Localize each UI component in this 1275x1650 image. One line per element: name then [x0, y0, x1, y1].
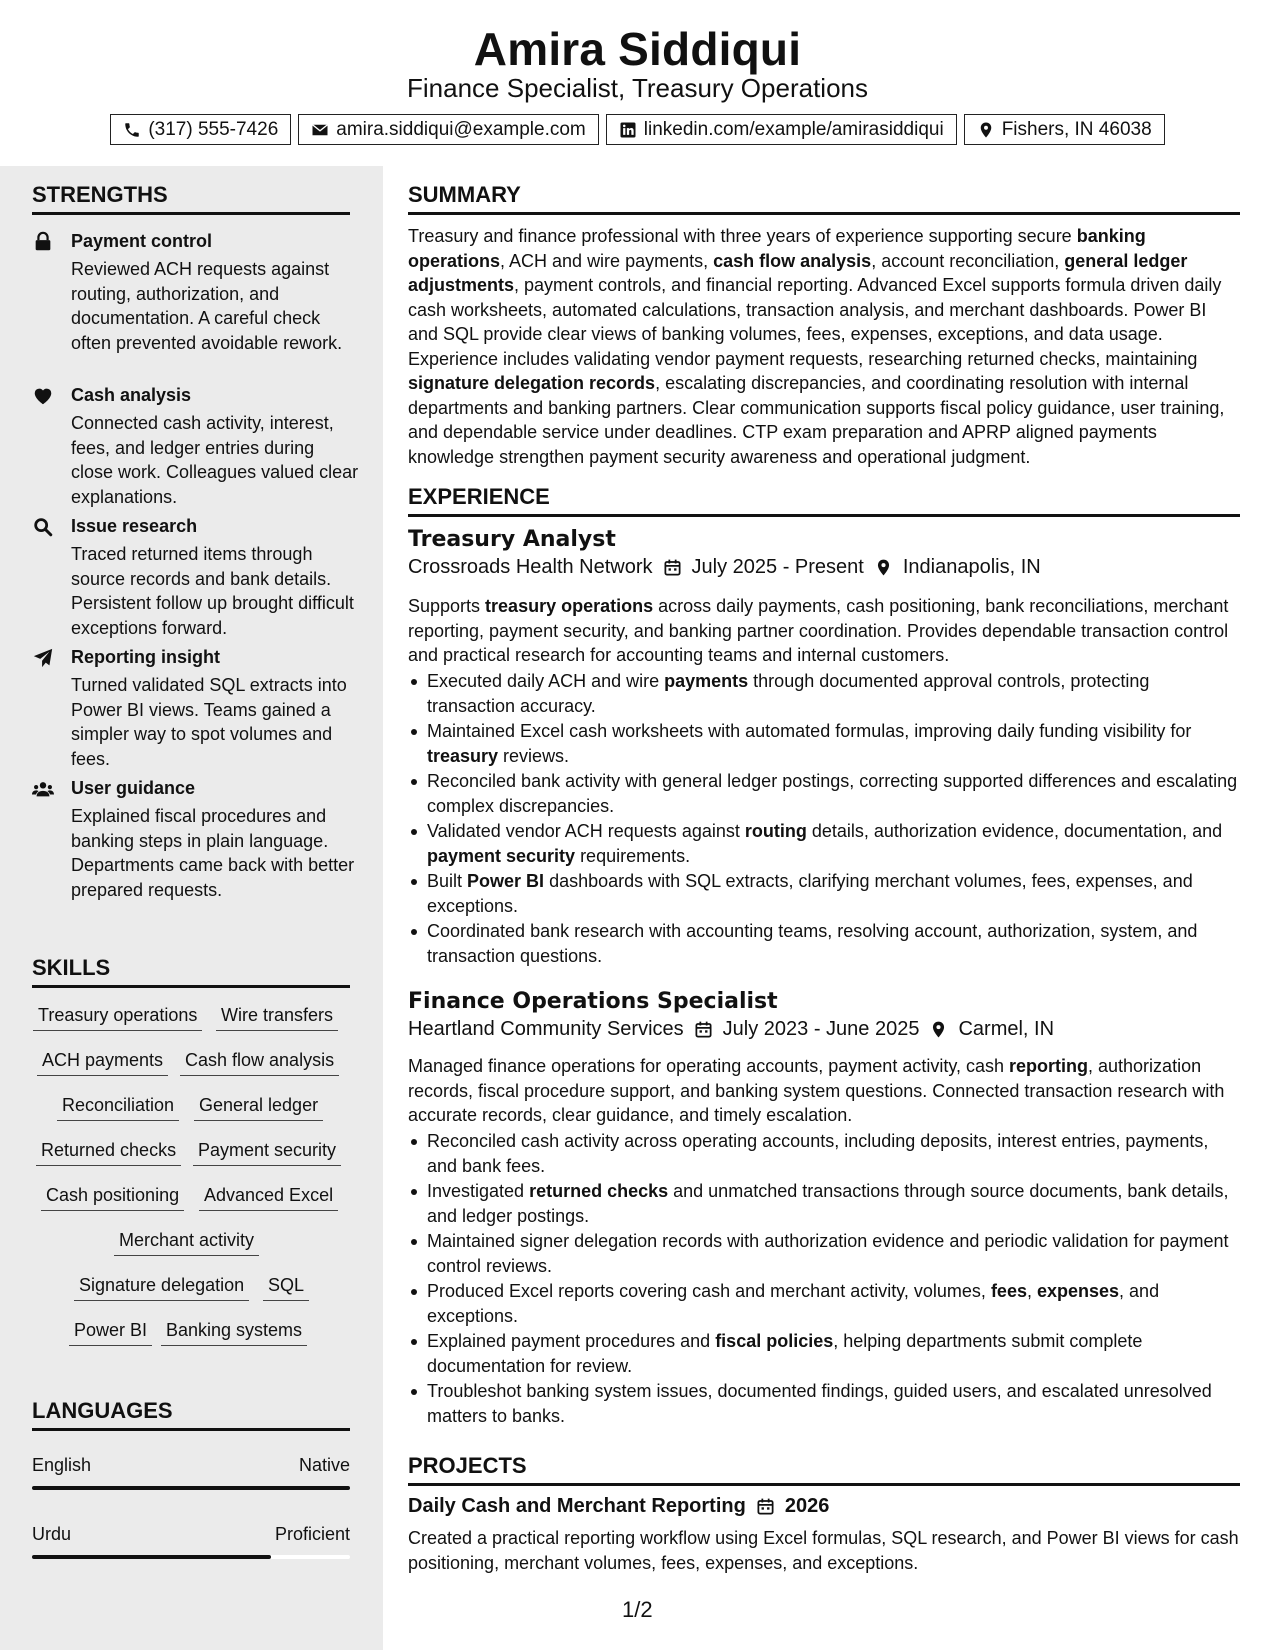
skill-tag: Wire transfers — [216, 1005, 338, 1031]
bold-run: payments — [664, 671, 749, 691]
language-bar-fill — [32, 1555, 271, 1559]
text-run: Reconciled cash activity across operating accounts, including deposits, interest entries, payments, and bank fees. — [427, 1131, 1209, 1176]
skill-tag: ACH payments — [37, 1050, 168, 1076]
candidate-role: Finance Specialist, Treasury Operations — [407, 73, 868, 103]
project-header — [408, 1495, 829, 1518]
bullet-item — [408, 669, 1240, 718]
text-run: , ACH and wire payments, — [500, 250, 714, 271]
bullet-item — [408, 1179, 1240, 1228]
bullet-item — [408, 1279, 1240, 1328]
skill-tag: Advanced Excel — [199, 1185, 338, 1211]
contact-phone-text: (317) 555-7426 — [148, 118, 279, 140]
linkedin-icon — [619, 121, 637, 139]
job-summary — [408, 1054, 1240, 1128]
text-run: Troubleshot banking system issues, documented findings, guided users, and escalated unresolved matters to banks. — [427, 1381, 1212, 1426]
text-run: Supports — [408, 596, 486, 616]
text-run: dashboards with SQL extracts, clarifying merchant volumes, fees, expenses, and exceptions. — [427, 871, 1193, 916]
text-run: reviews. — [498, 745, 570, 766]
bold-run: treasury operations — [485, 596, 654, 616]
skill-tag: Signature delegation — [74, 1275, 249, 1301]
contact-email-text: amira.siddiqui@example.com — [336, 118, 586, 140]
job-company: Heartland Community Services — [408, 1018, 684, 1040]
calendar-icon — [663, 558, 682, 577]
projects-heading: PROJECTS — [408, 1453, 1240, 1486]
language-name: English — [32, 1455, 92, 1475]
heart-icon — [32, 385, 54, 407]
bold-run: banking operations — [408, 226, 1146, 271]
text-run: across daily payments, cash positioning, bank reconciliations, merchant reporting, payment security, and banking partner coordination. Provides dependable transaction control and practical research for accounting teams and internal customers. — [408, 596, 1229, 665]
bold-run: routing — [744, 821, 807, 841]
bold-run: Power BI — [467, 871, 545, 891]
contact-location[interactable] — [964, 114, 1165, 145]
job-bullets — [408, 1129, 1240, 1429]
candidate-name: Amira Siddiqui — [473, 23, 802, 75]
text-run: , authorization records, fiscal procedure support, and banking system questions. Connected transaction research with accurate records, clear guidance, and timely escalation. — [408, 1056, 1225, 1125]
job-meta — [408, 1018, 1054, 1041]
text-run: , account reconciliation, — [871, 250, 1065, 271]
map-pin-icon — [929, 1020, 948, 1039]
lock-icon — [32, 231, 54, 253]
text-run: , helping departments submit complete documentation for review. — [427, 1331, 1143, 1376]
calendar-icon — [694, 1020, 713, 1039]
job-summary — [408, 594, 1240, 668]
bullet-item — [408, 1229, 1240, 1278]
job-bullets — [408, 669, 1240, 969]
text-run: Built — [427, 871, 468, 891]
job-meta — [408, 556, 1041, 579]
contact-phone[interactable] — [110, 114, 291, 145]
bold-run: general ledger adjustments — [408, 250, 1188, 295]
bold-run: payment security — [427, 845, 576, 866]
skill-tag: Banking systems — [161, 1320, 307, 1346]
strength-title: Reporting insight — [71, 647, 220, 667]
skill-tag: General ledger — [194, 1095, 323, 1121]
skill-tag: Returned checks — [36, 1140, 181, 1166]
skill-tag: Power BI — [69, 1320, 152, 1346]
project-desc: Created a practical reporting workflow using Excel formulas, SQL research, and Power BI views for cash positioning, merchant volumes, fees, expenses, and exceptions. — [408, 1528, 1239, 1573]
map-pin-icon — [874, 558, 893, 577]
bullet-item — [408, 869, 1240, 918]
phone-icon — [123, 121, 141, 139]
bullet-item — [408, 819, 1240, 868]
bullet-item — [408, 919, 1240, 968]
job-location: Carmel, IN — [958, 1018, 1055, 1040]
skill-tag: Cash flow analysis — [180, 1050, 339, 1076]
bullet-item — [408, 769, 1240, 818]
strength-title: Issue research — [71, 516, 198, 536]
paper-plane-icon — [32, 647, 54, 669]
text-run: Coordinated bank research with accounting teams, resolving account, authorization, system, and transaction questions. — [427, 921, 1198, 966]
text-run: , and exceptions. — [427, 1281, 1160, 1326]
bullet-item — [408, 1329, 1240, 1378]
bullet-item — [408, 1379, 1240, 1428]
skill-tag: Merchant activity — [114, 1230, 259, 1256]
skill-tag: Reconciliation — [57, 1095, 179, 1121]
envelope-icon — [311, 121, 329, 139]
strength-title: User guidance — [71, 778, 196, 798]
users-icon — [32, 778, 54, 800]
text-run: details, authorization evidence, documentation, and — [806, 821, 1223, 841]
contact-linkedin[interactable] — [606, 114, 957, 145]
strength-desc: Turned validated SQL extracts into Power BI views. Teams gained a simpler way to spot volumes and fees. — [71, 675, 347, 769]
job-title: Finance Operations Specialist — [408, 989, 778, 1014]
bullet-item — [408, 1129, 1240, 1178]
job-dates: July 2023 - June 2025 — [722, 1018, 920, 1040]
text-run: , escalating discrepancies, and coordinating resolution with internal departments and banking partners. Clear communication supports fiscal policy guidance, user training, and dependable service under deadlines. CTP exam preparation and APRP aligned payments knowledge strengthen payment security awareness and operational judgment. — [408, 373, 1225, 467]
bold-run: fiscal policies — [715, 1331, 834, 1351]
job-dates: July 2025 - Present — [691, 556, 864, 578]
text-run: and unmatched transactions through source documents, bank details, and ledger postings. — [427, 1181, 1229, 1226]
contact-email[interactable] — [298, 114, 599, 145]
language-name: Urdu — [32, 1524, 72, 1544]
text-run: , — [1026, 1281, 1037, 1301]
skill-tag: Treasury operations — [33, 1005, 202, 1031]
experience-heading: EXPERIENCE — [408, 484, 1240, 517]
text-run: Treasury and finance professional with three years of experience supporting secure — [408, 226, 1077, 246]
calendar-icon — [756, 1497, 775, 1516]
text-run: Reconciled bank activity with general ledger postings, correcting supported differences and escalating complex discrepancies. — [427, 771, 1238, 816]
language-level: Native — [298, 1455, 350, 1475]
bold-run: expenses — [1036, 1281, 1120, 1301]
strength-desc: Reviewed ACH requests against routing, authorization, and documentation. A careful check often prevented avoidable rework. — [71, 259, 343, 353]
resume-header — [0, 0, 1275, 166]
strength-desc: Explained fiscal procedures and banking steps in plain language. Departments came back with better prepared requests. — [71, 806, 355, 900]
sidebar — [0, 166, 383, 1650]
project-date: 2026 — [784, 1495, 830, 1517]
job-company: Crossroads Health Network — [408, 556, 653, 578]
search-icon — [32, 516, 54, 538]
text-run: Produced Excel reports covering cash and merchant activity, volumes, — [427, 1281, 991, 1301]
skill-tag: Payment security — [193, 1140, 341, 1166]
job-title: Treasury Analyst — [408, 527, 616, 552]
text-run: Maintained signer delegation records with authorization evidence and periodic validation for payment control reviews. — [427, 1231, 1229, 1276]
map-pin-icon — [977, 121, 995, 139]
bold-run: treasury — [427, 745, 499, 766]
strength-desc: Connected cash activity, interest, fees, and ledger entries during close work. Colleagues valued clear explanations. — [71, 413, 359, 507]
text-run: Investigated — [427, 1181, 530, 1201]
text-run: Explained payment procedures and — [427, 1331, 716, 1351]
strength-desc: Traced returned items through source records and bank details. Persistent follow up brought difficult exceptions forward. — [71, 544, 354, 638]
summary-heading: SUMMARY — [408, 182, 1240, 215]
summary-text — [408, 224, 1240, 469]
bold-run: reporting — [1009, 1056, 1089, 1076]
bold-run: returned checks — [529, 1181, 669, 1201]
strength-title: Cash analysis — [71, 385, 192, 405]
skill-tag: Cash positioning — [41, 1185, 184, 1211]
text-run: Validated vendor ACH requests against — [427, 821, 745, 841]
languages-heading: LANGUAGES — [32, 1398, 350, 1431]
text-run: , payment controls, and financial reporting. Advanced Excel supports formula driven daily cash worksheets, automated calculations, transaction analysis, and merchant dashboards. Power BI and SQL provide clear views of banking volumes, fees, expenses, exceptions, and data usage. Experience includes validating vendor payment requests, researching returned checks, maintaining — [408, 275, 1222, 369]
skills-heading: SKILLS — [32, 955, 350, 988]
job-location: Indianapolis, IN — [902, 556, 1041, 578]
contact-linkedin-text: linkedin.com/example/amirasiddiqui — [643, 118, 944, 140]
language-bar-fill — [32, 1486, 350, 1490]
bold-run: cash flow analysis — [713, 250, 872, 271]
text-run: Executed daily ACH and wire — [427, 671, 665, 691]
text-run: requirements. — [575, 845, 691, 866]
language-bar-urdu — [32, 1555, 350, 1559]
bold-run: fees — [990, 1281, 1027, 1301]
skill-tag: SQL — [263, 1275, 309, 1301]
contact-bar — [0, 114, 1275, 145]
text-run: through documented approval controls, protecting transaction accuracy. — [427, 671, 1150, 716]
bold-run: signature delegation records — [408, 373, 656, 393]
strengths-heading: STRENGTHS — [32, 182, 350, 215]
page-number: 1/2 — [622, 1597, 653, 1622]
bullet-item — [408, 719, 1240, 768]
language-bar-english — [32, 1486, 350, 1490]
strength-title: Payment control — [71, 231, 213, 251]
contact-location-text: Fishers, IN 46038 — [1001, 118, 1152, 140]
language-level: Proficient — [274, 1524, 350, 1544]
project-title: Daily Cash and Merchant Reporting — [408, 1495, 746, 1517]
text-run: Managed finance operations for operating accounts, payment activity, cash — [408, 1056, 1010, 1076]
text-run: Maintained Excel cash worksheets with automated formulas, improving daily funding visibility for — [427, 721, 1192, 741]
